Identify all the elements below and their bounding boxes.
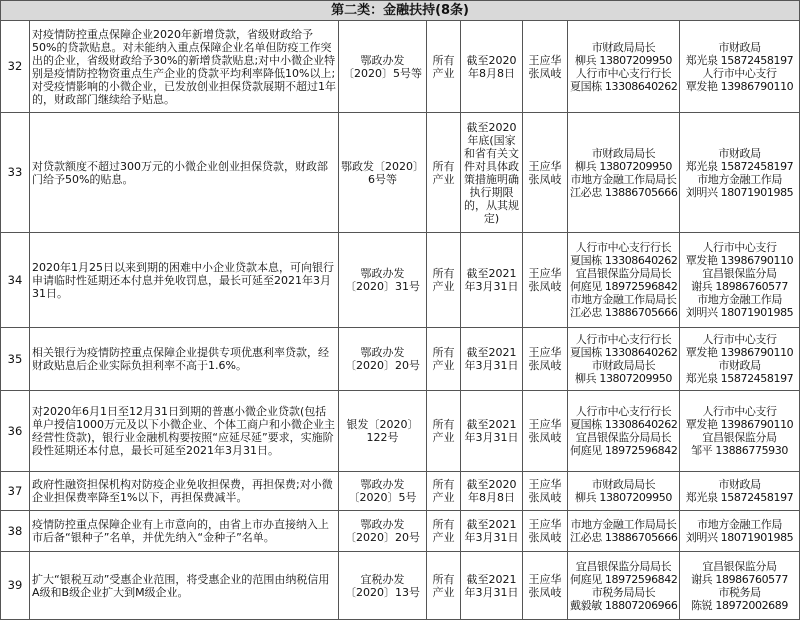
contact-line: 郑光泉 15872458197	[685, 53, 794, 67]
liaison-contact	[680, 21, 800, 113]
liaison-contact	[680, 511, 800, 552]
deadline: 截至2021年3月31日	[461, 391, 523, 472]
contact-line: 市财政局局长	[591, 40, 656, 54]
contact-line: 人行市中心支行行长	[575, 405, 672, 418]
contact-line: 谢兵 18986760577	[691, 572, 788, 586]
row-number: 39	[1, 552, 30, 620]
contact-line: 人行市中心支行	[702, 66, 777, 80]
row-number: 37	[1, 472, 30, 511]
contact-line: 柳兵 13807209950	[575, 159, 672, 173]
lead-contact	[568, 233, 680, 328]
responsible-leaders	[523, 472, 568, 511]
contact-line: 市地方金融工作局局长	[570, 172, 677, 186]
table-row	[1, 113, 800, 233]
contact-line: 柳兵 13807209950	[575, 53, 672, 67]
policy-content: 对2020年6月1日至12月31日到期的普惠小微企业贷款(包括单户授信1000万元及以下小微企业、个体工商户和小微企业主经营性贷款)，银行业金融机构要按照“应延尽延”要求，实施阶段性延期还本付息，最长可延至2021年3月31日。	[30, 391, 339, 472]
lead-contact	[568, 511, 680, 552]
contact-line: 人行市中心支行行长	[575, 241, 672, 254]
contact-line: 市财政局局长	[591, 359, 656, 372]
contact-line: 陈锐 18972002689	[691, 598, 788, 612]
row-number: 38	[1, 511, 30, 552]
contact-line: 宜昌银保监分局局长	[575, 431, 672, 444]
row-number: 32	[1, 21, 30, 113]
leader-name: 张凤岐	[528, 359, 562, 372]
row-number: 33	[1, 113, 30, 233]
liaison-contact	[680, 113, 800, 233]
contact-line: 江必忠 13886705666	[570, 185, 678, 199]
contact-line: 人行市中心支行	[702, 333, 777, 346]
contact-line: 市地方金融工作局	[697, 172, 782, 186]
leader-name: 王应华	[528, 346, 562, 359]
contact-line: 夏国栋 13308640262	[570, 418, 678, 431]
policy-content: 对贷款额度不超过300万元的小微企业创业担保贷款，财政部门给予50%的贴息。	[30, 113, 339, 233]
contact-line: 谢兵 18986760577	[691, 280, 788, 293]
deadline: 截至2020年8月8日	[461, 21, 523, 113]
table-row	[1, 328, 800, 391]
lead-contact	[568, 391, 680, 472]
leader-name: 王应华	[528, 418, 562, 431]
contact-line: 夏国栋 13308640262	[570, 254, 678, 267]
deadline: 截至2021年3月31日	[461, 328, 523, 391]
industry-scope: 所有产业	[427, 328, 461, 391]
contact-line: 市财政局	[718, 40, 761, 54]
responsible-leaders	[523, 391, 568, 472]
lead-contact	[568, 328, 680, 391]
policy-content: 扩大“银税互动”受惠企业范围，将受惠企业的范围由纳税信用A级和B级企业扩大到M级企业。	[30, 552, 339, 620]
policy-content: 2020年1月25日以来到期的困难中小企业贷款本息，可向银行申请临时性延期还本付息并免收罚息，最长可延至2021年3月31日。	[30, 233, 339, 328]
row-number: 36	[1, 391, 30, 472]
contact-line: 覃发艳 13986790110	[685, 346, 794, 359]
liaison-contact	[680, 328, 800, 391]
leader-name: 张凤岐	[528, 280, 562, 293]
contact-line: 覃发艳 13986790110	[685, 418, 794, 431]
contact-line: 夏国栋 13308640262	[570, 79, 678, 93]
contact-line: 人行市中心支行行长	[575, 333, 672, 346]
contact-line: 市地方金融工作局局长	[570, 293, 677, 306]
lead-contact	[568, 472, 680, 511]
policy-document: 鄂政办发〔2020〕20号	[339, 328, 427, 391]
policy-content: 疫情防控重点保障企业有上市意向的，由省上市办直接纳入上市后备“银种子”名单，并优先纳入“金种子”名单。	[30, 511, 339, 552]
row-number: 34	[1, 233, 30, 328]
contact-line: 戴毅敏 18807206966	[570, 598, 678, 612]
contact-line: 市财政局	[718, 146, 761, 160]
policy-document: 鄂政发〔2020〕6号等	[339, 113, 427, 233]
contact-line: 邹平 13886775930	[691, 444, 788, 457]
leader-name: 张凤岐	[528, 491, 562, 504]
leader-name: 张凤岐	[528, 172, 562, 186]
section-title: 第二类：金融扶持(8条)	[1, 1, 800, 21]
contact-line: 市税务局局长	[591, 585, 656, 599]
policy-document: 鄂政办发〔2020〕20号	[339, 511, 427, 552]
contact-line: 市地方金融工作局局长	[570, 518, 677, 531]
policy-document: 宜税办发〔2020〕13号	[339, 552, 427, 620]
deadline: 截至2020年底(国家和省有关文件对具体政策措施明确执行期限的，从其规定)	[461, 113, 523, 233]
contact-line: 刘明兴 18071901985	[685, 531, 794, 544]
contact-line: 市财政局局长	[591, 478, 656, 491]
contact-line: 市地方金融工作局	[697, 518, 782, 531]
industry-scope: 所有产业	[427, 391, 461, 472]
leader-name: 王应华	[528, 518, 562, 531]
contact-line: 柳兵 13807209950	[575, 372, 672, 385]
policy-document: 银发〔2020〕122号	[339, 391, 427, 472]
contact-line: 宜昌银保监分局局长	[575, 559, 672, 573]
leader-name: 王应华	[528, 53, 562, 67]
table-row	[1, 511, 800, 552]
contact-line: 刘明兴 18071901985	[685, 185, 794, 199]
contact-line: 郑光泉 15872458197	[685, 159, 794, 173]
leader-name: 张凤岐	[528, 531, 562, 544]
responsible-leaders	[523, 113, 568, 233]
leader-name: 王应华	[528, 159, 562, 173]
table-row	[1, 552, 800, 620]
table-row	[1, 21, 800, 113]
deadline: 截至2020年8月8日	[461, 472, 523, 511]
leader-name: 张凤岐	[528, 431, 562, 444]
contact-line: 宜昌银保监分局	[702, 559, 777, 573]
table-row	[1, 233, 800, 328]
table-row	[1, 472, 800, 511]
contact-line: 何庭见 18972596842	[570, 444, 678, 457]
leader-name: 张凤岐	[528, 66, 562, 80]
responsible-leaders	[523, 511, 568, 552]
responsible-leaders	[523, 233, 568, 328]
contact-line: 江必忠 13886705666	[570, 531, 678, 544]
contact-line: 市财政局	[718, 478, 761, 491]
policy-document: 鄂政办发〔2020〕5号等	[339, 21, 427, 113]
policy-content: 相关银行为疫情防控重点保障企业提供专项优惠利率贷款，经财政贴息后企业实际负担利率不高于1.6%。	[30, 328, 339, 391]
contact-line: 郑光泉 15872458197	[685, 491, 794, 504]
contact-line: 市地方金融工作局	[697, 293, 782, 306]
contact-line: 人行市中心支行	[702, 241, 777, 254]
contact-line: 宜昌银保监分局	[702, 267, 777, 280]
industry-scope: 所有产业	[427, 113, 461, 233]
contact-line: 何庭见 18972596842	[570, 572, 678, 586]
liaison-contact	[680, 472, 800, 511]
industry-scope: 所有产业	[427, 21, 461, 113]
policy-content: 政府性融资担保机构对防疫企业免收担保费，再担保费;对小微企业担保费率降至1%以下，再担保费减半。	[30, 472, 339, 511]
responsible-leaders	[523, 328, 568, 391]
leader-name: 王应华	[528, 572, 562, 586]
contact-line: 柳兵 13807209950	[575, 491, 672, 504]
industry-scope: 所有产业	[427, 552, 461, 620]
contact-line: 市财政局局长	[591, 146, 656, 160]
contact-line: 刘明兴 18071901985	[685, 306, 794, 319]
leader-name: 王应华	[528, 267, 562, 280]
table-row	[1, 391, 800, 472]
lead-contact	[568, 113, 680, 233]
contact-line: 郑光泉 15872458197	[685, 372, 794, 385]
contact-line: 市税务局	[718, 585, 761, 599]
deadline: 截至2021年3月31日	[461, 552, 523, 620]
leader-name: 张凤岐	[528, 585, 562, 599]
contact-line: 何庭见 18972596842	[570, 280, 678, 293]
deadline: 截至2021年3月31日	[461, 511, 523, 552]
policy-content: 对疫情防控重点保障企业2020年新增贷款，省级财政给予50%的贷款贴息。对未能纳入重点保障企业名单但防疫工作突出的企业，省级财政给予30%的新增贷款贴息;对中小微企业特别是疫情防控物资重点生产企业的贷款平均利率降低10%以上;对受疫情影响的小微企业，已发放创业担保贷款展期不超过1年的，财政部门继续给予贴息。	[30, 21, 339, 113]
policy-document: 鄂政办发〔2020〕31号	[339, 233, 427, 328]
contact-line: 宜昌银保监分局局长	[575, 267, 672, 280]
section-header-row	[1, 1, 800, 21]
lead-contact	[568, 552, 680, 620]
leader-name: 王应华	[528, 478, 562, 491]
contact-line: 市财政局	[718, 359, 761, 372]
deadline: 截至2021年3月31日	[461, 233, 523, 328]
liaison-contact	[680, 391, 800, 472]
contact-line: 夏国栋 13308640262	[570, 346, 678, 359]
lead-contact	[568, 21, 680, 113]
contact-line: 人行市中心支行行长	[575, 66, 672, 80]
contact-line: 江必忠 13886705666	[570, 306, 678, 319]
contact-line: 覃发艳 13986790110	[685, 254, 794, 267]
liaison-contact	[680, 552, 800, 620]
responsible-leaders	[523, 21, 568, 113]
row-number: 35	[1, 328, 30, 391]
industry-scope: 所有产业	[427, 472, 461, 511]
industry-scope: 所有产业	[427, 511, 461, 552]
contact-line: 宜昌银保监分局	[702, 431, 777, 444]
contact-line: 人行市中心支行	[702, 405, 777, 418]
liaison-contact	[680, 233, 800, 328]
industry-scope: 所有产业	[427, 233, 461, 328]
responsible-leaders	[523, 552, 568, 620]
policy-document: 鄂政办发〔2020〕5号	[339, 472, 427, 511]
contact-line: 覃发艳 13986790110	[685, 79, 794, 93]
